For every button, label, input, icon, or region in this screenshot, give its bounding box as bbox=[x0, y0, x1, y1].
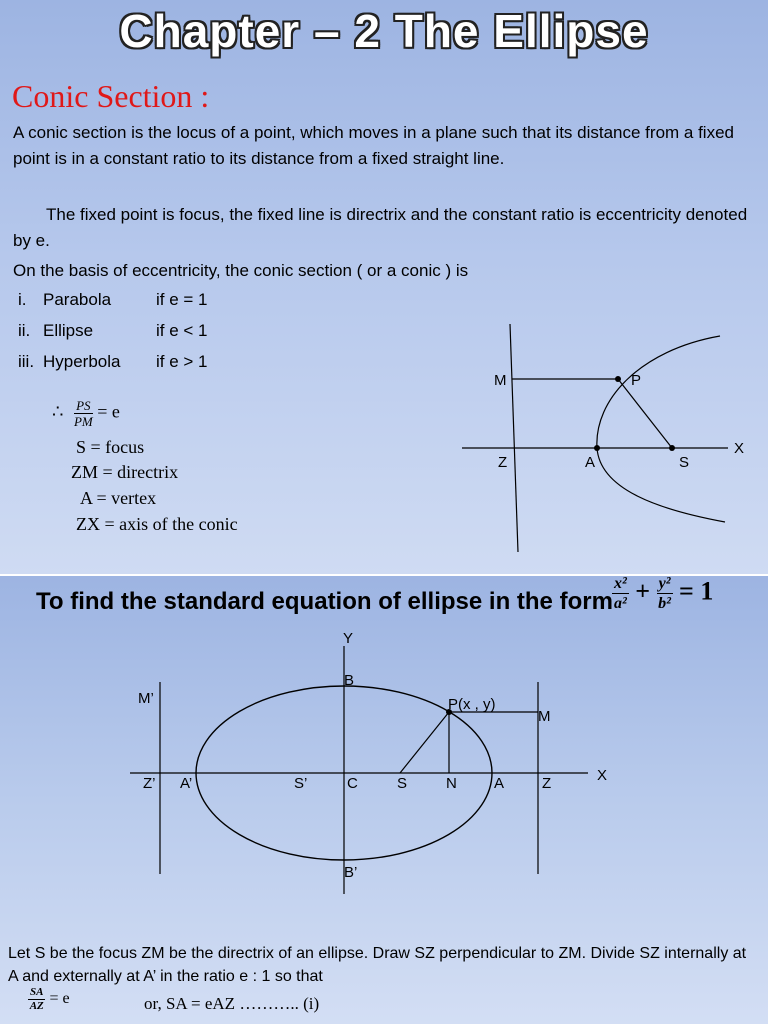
label-n: N bbox=[446, 775, 457, 792]
point-s bbox=[669, 445, 675, 451]
chapter-title: Chapter – 2 The Ellipse bbox=[119, 5, 649, 57]
ps-line bbox=[618, 379, 672, 448]
plus-sign: + bbox=[635, 576, 651, 606]
sa-numerator: SA bbox=[30, 986, 44, 998]
ratio-rhs: = e bbox=[97, 401, 120, 422]
label-p: P(x , y) bbox=[448, 696, 496, 713]
type-condition: if e > 1 bbox=[156, 352, 208, 371]
def-directrix: ZM = directrix bbox=[71, 462, 179, 482]
label-y: Y bbox=[343, 630, 354, 647]
label-z: Z bbox=[542, 775, 552, 792]
point-a bbox=[594, 445, 600, 451]
label-x: X bbox=[597, 767, 608, 784]
label-p: P bbox=[631, 372, 642, 389]
directrix-line bbox=[510, 324, 518, 552]
point-p bbox=[615, 376, 621, 382]
type-name: Hyperbola bbox=[43, 352, 121, 371]
therefore-symbol: ∴ bbox=[52, 401, 64, 422]
equation-rhs: = 1 bbox=[679, 576, 714, 606]
type-num: iii. bbox=[18, 352, 35, 371]
label-z-prime: Z’ bbox=[143, 775, 156, 792]
basis-paragraph: On the basis of eccentricity, the conic section ( or a conic ) is bbox=[13, 261, 469, 280]
label-m: M bbox=[494, 372, 507, 389]
def-vertex: A = vertex bbox=[80, 488, 157, 508]
type-name: Ellipse bbox=[43, 321, 94, 340]
label-b-prime: B’ bbox=[344, 864, 358, 881]
type-condition: if e < 1 bbox=[156, 321, 208, 340]
label-a-prime: A’ bbox=[180, 775, 193, 792]
label-s-prime: S’ bbox=[294, 775, 308, 792]
type-num: ii. bbox=[18, 321, 31, 340]
equation-i: or, SA = eAZ ……….. (i) bbox=[144, 994, 320, 1013]
label-s: S bbox=[679, 454, 690, 471]
sa-az-fraction bbox=[28, 986, 45, 1013]
y-term-num: y² bbox=[658, 576, 671, 592]
label-z: Z bbox=[498, 454, 508, 471]
slide-standard-equation bbox=[0, 576, 768, 1024]
definition-paragraph: A conic section is the locus of a point, which moves in a plane such that its distance from a fixed point is in a constant ratio to its distance from a fixed straight line. bbox=[13, 123, 734, 168]
label-s: S bbox=[397, 775, 408, 792]
label-b: B bbox=[344, 672, 355, 689]
label-x: X bbox=[734, 440, 745, 457]
label-c: C bbox=[347, 775, 358, 792]
label-m: M bbox=[538, 708, 551, 725]
focus-paragraph: The fixed point is focus, the fixed line is directrix and the constant ratio is eccentricity denoted by e. bbox=[13, 205, 748, 250]
y-term-den: b² bbox=[658, 595, 671, 612]
def-focus: S = focus bbox=[76, 437, 145, 457]
section-heading: Conic Section : bbox=[12, 78, 210, 114]
x-term-num: x² bbox=[614, 576, 627, 592]
ps-line bbox=[400, 712, 449, 773]
type-name: Parabola bbox=[43, 290, 112, 309]
label-a: A bbox=[585, 454, 596, 471]
proof-paragraph: Let S be the focus ZM be the directrix of an ellipse. Draw SZ perpendicular to ZM. Divide SZ internally at A and externally at A’ in the ratio e : 1 so that bbox=[8, 945, 747, 985]
parabola-curve bbox=[597, 336, 725, 522]
equation-heading-text: To find the standard equation of ellipse in the form bbox=[36, 588, 613, 615]
sa-az-rhs: = e bbox=[49, 990, 70, 1008]
label-a: A bbox=[494, 775, 505, 792]
x-term-den: a² bbox=[614, 595, 627, 612]
type-num: i. bbox=[18, 290, 27, 309]
def-axis: ZX = axis of the conic bbox=[76, 514, 238, 534]
ratio-denominator: PM bbox=[73, 414, 93, 429]
az-denominator: AZ bbox=[29, 1000, 44, 1012]
type-condition: if e = 1 bbox=[156, 290, 208, 309]
label-m-prime: M’ bbox=[138, 690, 154, 707]
ratio-sa-az bbox=[28, 986, 70, 1013]
ratio-numerator: PS bbox=[74, 398, 93, 414]
